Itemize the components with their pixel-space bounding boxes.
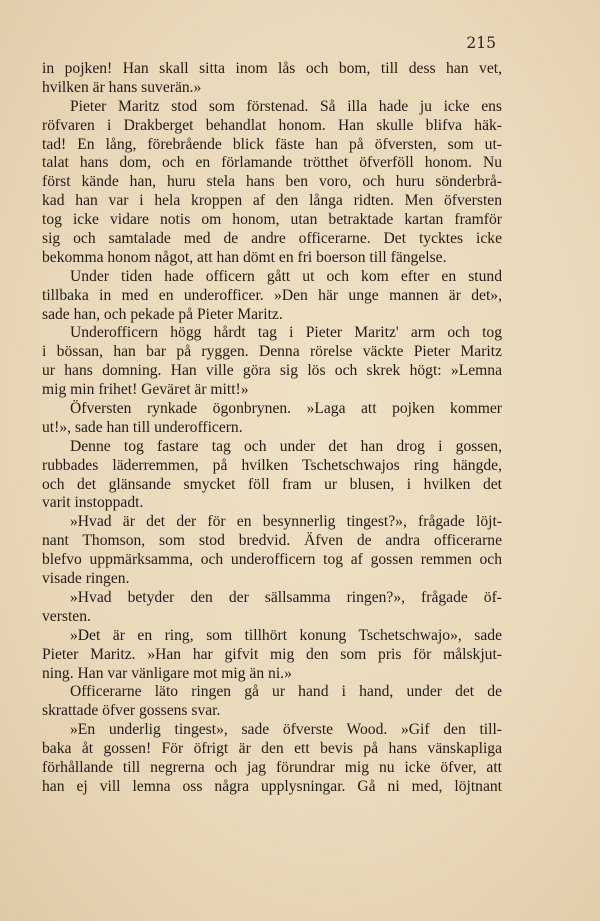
text-line: rubbades läderremmen, på hvilken Tschetschwajos ring hängde, xyxy=(42,456,502,474)
text-line: »Hvad betyder den der sällsamma ringen?», frågade öf- xyxy=(70,588,502,606)
text-line: ur hans domning. Han ville göra sig lös och skrek högt: »Lemna xyxy=(42,362,502,380)
text-line: Under tiden hade officern gått ut och kom efter en stund xyxy=(70,267,502,285)
text-line: in pojken! Han skall sitta inom lås och bom, till dess han vet, xyxy=(42,60,502,77)
text-line: bekomma honom något, att han dömt en fri boerson till fängelse. xyxy=(42,248,447,266)
text-line: tillbaka in med en underofficer. »Den här unge mannen är det», xyxy=(42,286,502,304)
text-line: »Det är en ring, som tillhört konung Tschetschwajo», sade xyxy=(70,626,502,644)
text-line: tog icke vidare notis om honom, utan betraktade kartan framför xyxy=(42,211,502,229)
body-text xyxy=(42,60,502,797)
text-line: röfvaren i Drakberget behandlat honom. Han skulle blifva häk- xyxy=(42,116,502,134)
text-line: tad! En lång, förebrående blick fäste han på öfversten, som ut- xyxy=(42,135,502,153)
text-line: han ej vill lemna oss några upplysningar. Gå ni med, löjtnant xyxy=(42,777,502,795)
text-line: och det glänsande smycket föll fram ur blusen, i hvilken det xyxy=(42,475,502,493)
text-line: blefvo uppmärksamma, och underofficern tog af gossen remmen och xyxy=(42,551,502,569)
text-line: baka åt gossen! För öfrigt är den ett bevis på hans vänskapliga xyxy=(42,740,502,758)
text-line: Pieter Maritz stod som förstenad. Så illa hade ju icke ens xyxy=(70,97,502,115)
text-line: hvilken är hans suverän.» xyxy=(42,78,202,96)
text-line: sig och samtalade med de andre officerarne. Det tycktes icke xyxy=(42,230,502,248)
text-line: förhållande till negrerna och jag förundrar mig nu icke öfver, att xyxy=(42,758,502,776)
text-line: ning. Han var vänligare mot mig än ni.» xyxy=(42,664,292,682)
text-line: sade han, och pekade på Pieter Maritz. xyxy=(42,305,283,323)
text-line: »Hvad är det der för en besynnerlig tingest?», frågade löjt- xyxy=(70,513,502,531)
text-line: varit instoppadt. xyxy=(42,494,144,512)
text-line: i bössan, han bar på ryggen. Denna rörelse väckte Pieter Maritz xyxy=(42,343,502,361)
text-line: visade ringen. xyxy=(42,570,130,588)
text-line: nant Thomson, som stod bredvid. Äfven de andra officerarne xyxy=(42,532,502,550)
text-line: Officerarne läto ringen gå ur hand i hand, under det de xyxy=(70,683,502,701)
text-line: mig min frihet! Geväret är mitt!» xyxy=(42,381,249,399)
text-line: Pieter Maritz. »Han har gifvit mig den som pris för målskjut- xyxy=(42,645,502,663)
text-line: kad han var i hela kroppen af den långa ridten. Men öfversten xyxy=(42,192,502,210)
text-line: skrattade öfver gossens svar. xyxy=(42,702,221,720)
page-number: 215 xyxy=(466,34,496,52)
text-line: »En underlig tingest», sade öfverste Wood. »Gif den till- xyxy=(70,721,502,739)
text-line: Denne tog fastare tag och under det han drog i gossen, xyxy=(70,437,502,455)
text-line: ut!», sade han till underofficern. xyxy=(42,418,243,436)
text-line: Underofficern högg hårdt tag i Pieter Maritz' arm och tog xyxy=(70,324,502,342)
text-line: versten. xyxy=(42,607,91,625)
text-line: först kände han, huru stela hans ben voro, och huru sönderbrå- xyxy=(42,173,502,191)
text-line: talat hans dom, och en förlamande trötthet öfverföll honom. Nu xyxy=(42,154,502,172)
text-line: Öfversten rynkade ögonbrynen. »Laga att pojken kommer xyxy=(70,400,502,418)
